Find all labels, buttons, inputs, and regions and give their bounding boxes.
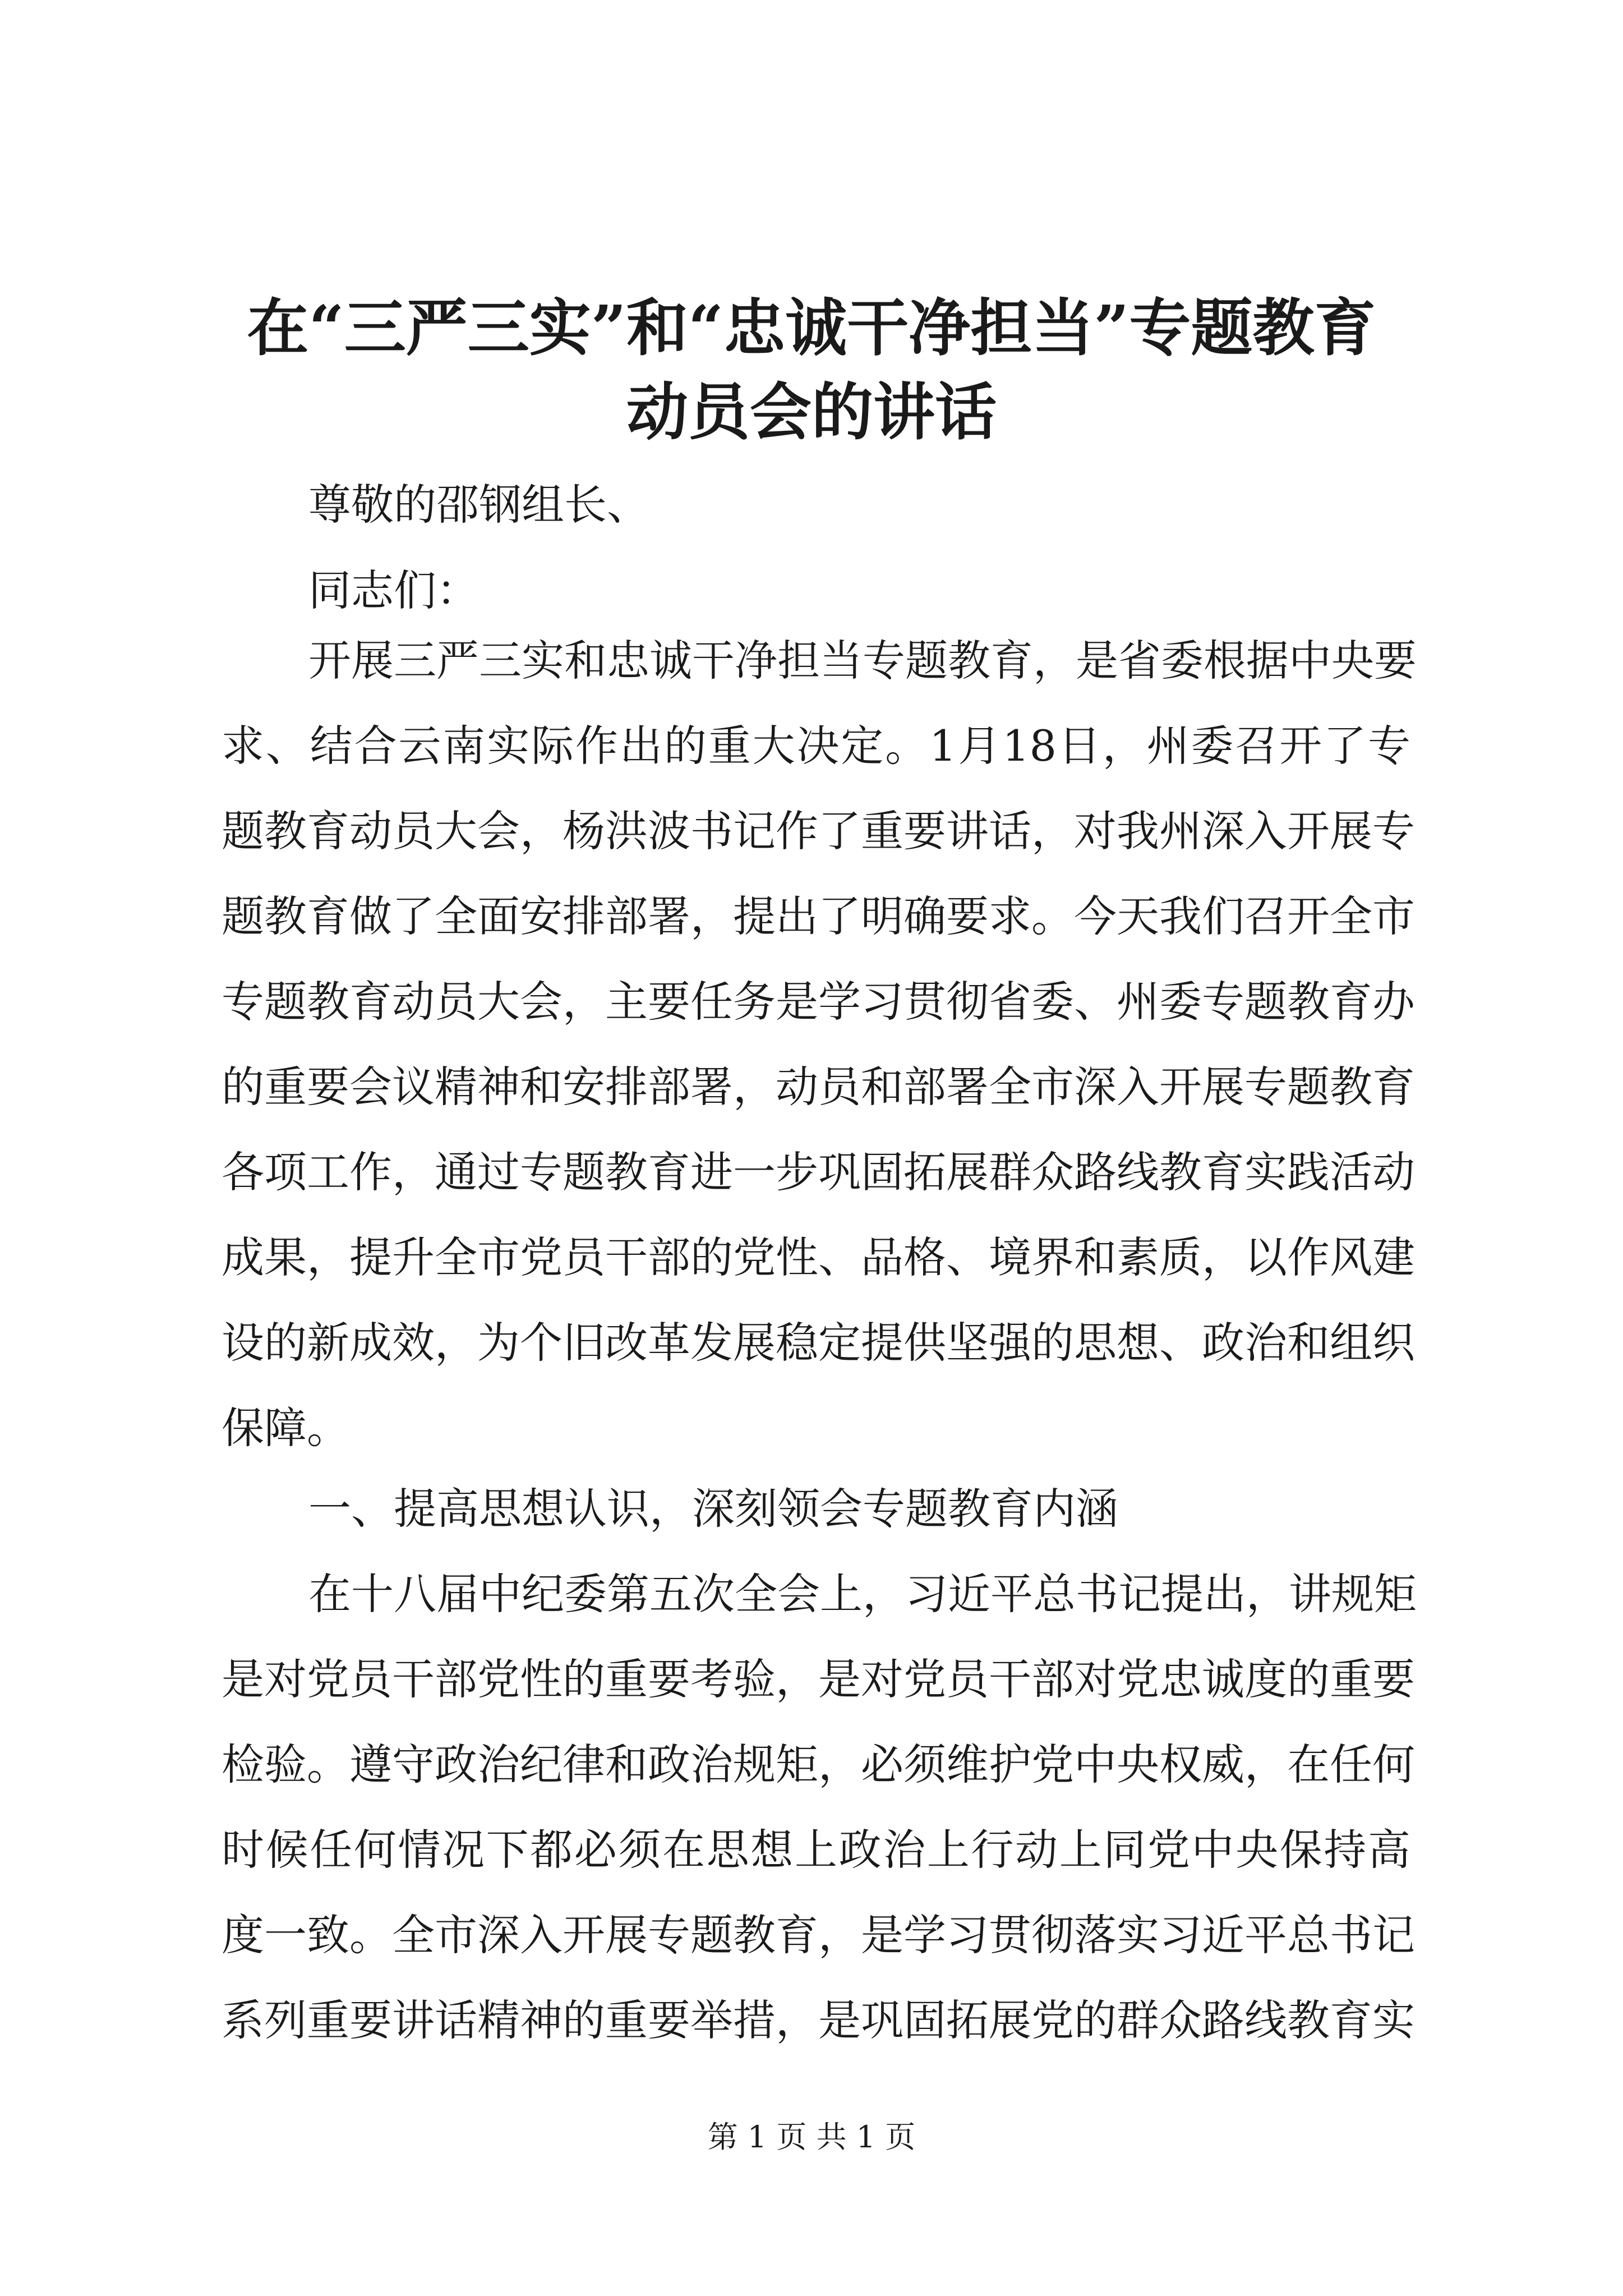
body-text-line: 检验。遵守政治纪律和政治规矩，必须维护党中央权威，在任何 <box>222 1740 1415 1789</box>
body-text-line: 保障。 <box>222 1403 349 1453</box>
document-title-line-1: 在“三严三实”和“忠诚干净担当”专题教育 <box>247 292 1376 364</box>
body-text-line: 开展三严三实和忠诚干净担当专题教育，是省委根据中央要 <box>308 636 1417 685</box>
body-text-line: 系列重要讲话精神的重要举措，是巩固拓展党的群众路线教育实 <box>222 1995 1415 2045</box>
page-number-footer: 第 1 页 共 1 页 <box>707 2119 916 2155</box>
body-text-line: 是对党员干部党性的重要考验，是对党员干部对党忠诚度的重要 <box>222 1654 1415 1704</box>
body-text-line: 在十八届中纪委第五次全会上，习近平总书记提出，讲规矩 <box>308 1569 1417 1619</box>
body-text-line: 题教育做了全面安排部署，提出了明确要求。今天我们召开全市 <box>222 891 1415 941</box>
body-text-line: 求、结合云南实际作出的重大决定。1月18日，州委召开了专 <box>222 721 1410 771</box>
salutation-line: 同志们： <box>308 565 479 615</box>
section-heading: 一、提高思想认识，深刻领会专题教育内涵 <box>308 1484 1118 1534</box>
body-text-line: 各项工作，通过专题教育进一步巩固拓展群众路线教育实践活动 <box>222 1147 1415 1197</box>
body-text-line: 度一致。全市深入开展专题教育，是学习贯彻落实习近平总书记 <box>222 1910 1415 1960</box>
body-text-line: 时候任何情况下都必须在思想上政治上行动上同党中央保持高 <box>222 1825 1410 1875</box>
document-title-line-2: 动员会的讲话 <box>626 376 997 448</box>
body-text-line: 题教育动员大会，杨洪波书记作了重要讲话，对我州深入开展专 <box>222 806 1415 856</box>
body-text-line: 的重要会议精神和安排部署，动员和部署全市深入开展专题教育 <box>222 1062 1415 1112</box>
body-text-line: 专题教育动员大会，主要任务是学习贯彻省委、州委专题教育办 <box>222 977 1415 1027</box>
body-text-line: 成果，提升全市党员干部的党性、品格、境界和素质，以作风建 <box>222 1232 1415 1282</box>
body-text-line: 设的新成效，为个旧改革发展稳定提供坚强的思想、政治和组织 <box>222 1318 1415 1368</box>
salutation-line: 尊敬的邵钢组长、 <box>308 480 649 530</box>
